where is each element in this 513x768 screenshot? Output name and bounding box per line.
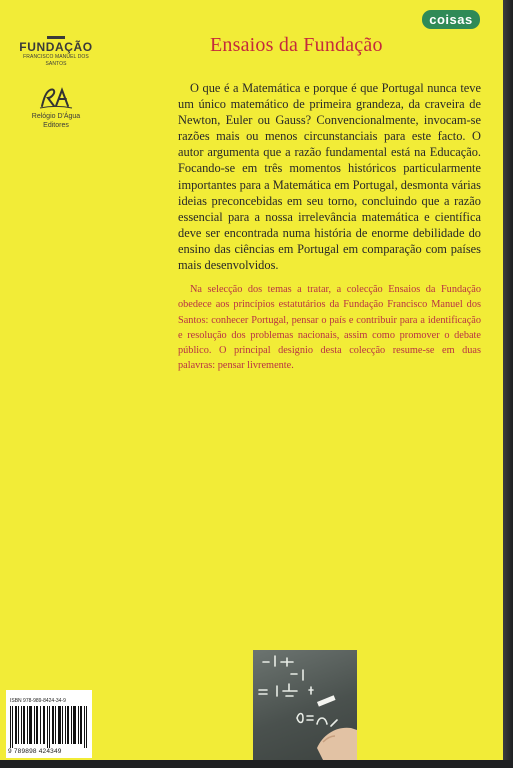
publisher-subtitle: FRANCISCO MANUEL DOS SANTOS bbox=[23, 54, 89, 67]
publisher-logo-mark bbox=[47, 36, 65, 39]
imprint-name: Relógio D'Água bbox=[31, 113, 81, 120]
relogio-dagua-logo-icon bbox=[14, 86, 98, 110]
publisher-name: FUNDAÇÃO bbox=[19, 40, 93, 54]
isbn-barcode-block bbox=[6, 690, 92, 758]
barcode-icon bbox=[10, 706, 90, 748]
collection-note: Na selecção dos temas a tratar, a colecção Ensaios da Fundação obedece aos princípios estatutários da Fundação Francisco Manuel dos Santos: conhecer Portugal, pensar o país e contribuir para a identificação e resolução dos problemas nacionais, assim como promover o debate público. O principal designio desta colecção resume-se em duas palavras: pensar livremente. bbox=[178, 284, 481, 372]
chalkboard-photo bbox=[253, 650, 357, 760]
publisher-block bbox=[14, 36, 98, 130]
bottom-edge bbox=[0, 760, 513, 768]
barcode-digits: 9 789898 424349 bbox=[8, 748, 62, 755]
book-blurb: O que é a Matemática e porque é que Portugal nunca teve um único matemático de primeira grandeza, da craveira de Newton, Euler ou Gauss? Convencionalmente, invocam-se razões mais ou menos circunstanciais para este facto. O autor argumenta que a razão fundamental está na Educação. Focando-se em três momentos históricos particularmente importantes para a Matemática em Portugal, desmonta várias ideias preconcebidas em seu torno, concluindo que a razão essencial para a nossa irrelevância matemática e científica deve ser encontrada numa história de enorme debilidade do ensino das ciências em Portugal em comparação com países mais desenvolvidos. bbox=[178, 81, 481, 273]
coisas-sticker: coisas bbox=[422, 10, 480, 29]
collection-title: Ensaios da Fundação bbox=[210, 34, 383, 56]
isbn-label: ISBN 978-989-8424-34-9 bbox=[10, 698, 66, 704]
spine-edge bbox=[503, 0, 513, 768]
imprint-editors: Editores bbox=[43, 122, 69, 129]
